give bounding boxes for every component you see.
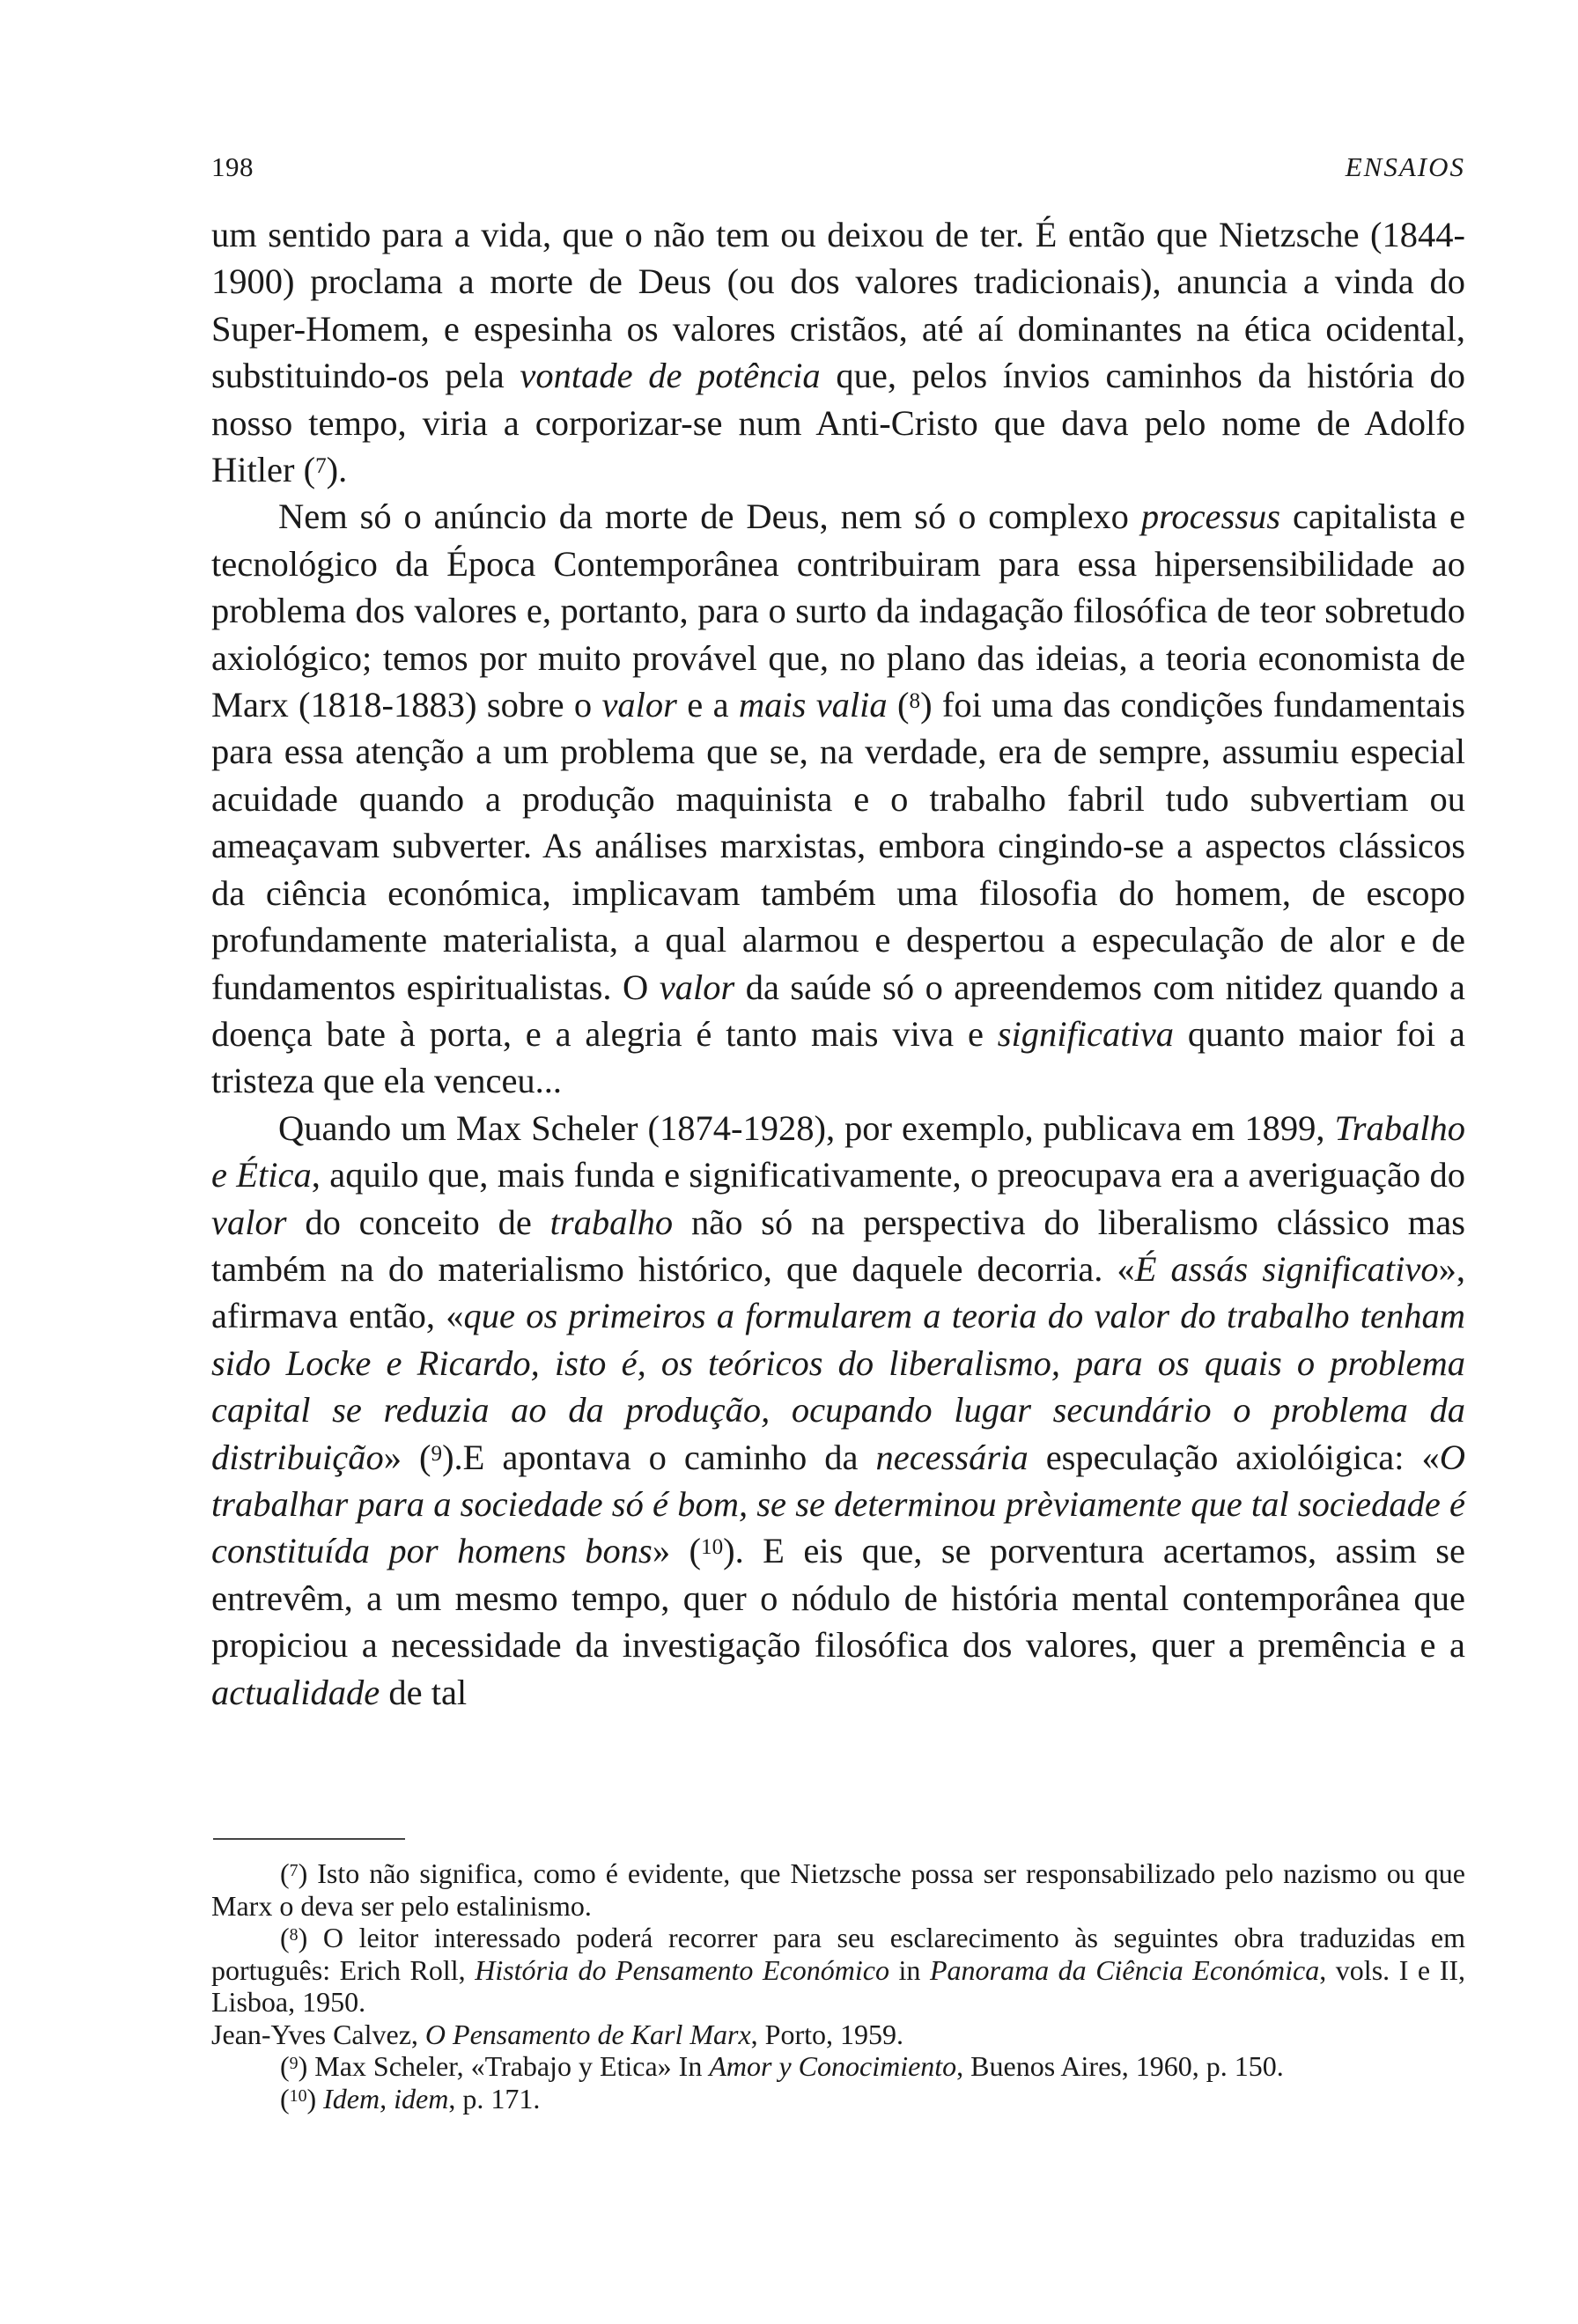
italic-text: valor [601,685,677,725]
italic-text: É assás significativo [1134,1248,1439,1289]
italic-text: Trabalho e Ética [211,1107,1465,1195]
footnote-ref: 10 [701,1535,724,1560]
footnote [211,2083,1465,2115]
footnote [211,2050,1465,2083]
italic-text: que os primeiros a formularem a teoria do valor do trabalho tenham sido Locke e Ricardo, isto é, os teóricos do liberalismo, para os quais o problema capital se reduzia ao da produção, ocupando lugar secundário o problema da distribuição [211,1296,1466,1477]
italic-text: necessária [875,1437,1029,1477]
page-number: 198 [211,151,254,182]
text-run: ). E eis que, se porventura acertamos, assim se entrevêm, a um mesmo tempo, quer o nódulo de história mental contemporânea que propiciou a necessidade da investigação filosófica dos valores, quer a premência e a [211,1531,1465,1666]
footnote-ref: 8 [289,1925,299,1945]
italic-text: Idem, idem [323,2082,449,2114]
text-run: , Buenos Aires, 1960, p. 150. [956,2050,1284,2082]
text-run: ). [326,450,348,490]
text-run: ) O leitor interessado poderá recorrer para seu esclarecimento às seguintes obra traduzidas em português: Erich Roll, [211,1922,1465,1986]
running-header [211,151,1465,183]
text-run: ) Isto não significa, como é evidente, que Nietzsche possa ser responsabilizado pelo nazismo ou que Marx o deva ser pelo estalinismo. [211,1857,1465,1922]
paragraph [211,211,1465,493]
text-run: in [889,1953,930,1986]
text-run: ( [280,1857,290,1889]
footnote [211,2019,1465,2051]
text-run: ( [887,685,910,725]
text-run: , vols. I e II, Lisboa, 1950. [211,1953,1465,2018]
text-run: especulação axiolóigica: « [1028,1437,1440,1477]
text-run: Quando um Max Scheler (1874-1928), por exemplo, publicava em 1899, [278,1107,1335,1148]
footnote-ref: 9 [431,1441,443,1466]
footnote [211,1857,1465,1922]
footnote-ref: 8 [909,689,921,714]
footnotes [211,1857,1465,2114]
italic-text: História do Pensamento Económico [475,1953,889,1986]
text-run: , aquilo que, mais funda e significativamente, o preocupava era a averiguação do [311,1155,1466,1195]
footnote [211,1922,1465,2019]
italic-text: Panorama da Ciência Económica [929,1953,1320,1986]
text-run: » ( [383,1437,431,1477]
text-run: ).E apontava o caminho da [442,1437,876,1477]
italic-text: trabalho [549,1202,674,1242]
text-run: , Porto, 1959. [750,2018,903,2050]
main-text [211,211,1465,1716]
text-run: que, pelos ínvios caminhos da história do nosso tempo, viria a corporizar-se num Anti-Cristo que dava pelo nome de Adolfo Hitler ( [211,356,1466,490]
text-run: Nem só o anúncio da morte de Deus, nem só o complexo [278,496,1141,537]
text-run: ( [280,2050,290,2082]
italic-text: actualidade [211,1672,380,1712]
footnote-ref: 7 [289,1861,299,1881]
text-run: », afirmava então, « [211,1248,1466,1336]
italic-text: valor [659,967,735,1007]
italic-text: valor [211,1202,287,1242]
text-run: » ( [652,1531,702,1571]
italic-text: Amor y Conocimiento [709,2050,957,2082]
footnote-separator [213,1838,405,1840]
text-run: de tal [380,1672,468,1712]
italic-text: processus [1140,496,1281,537]
italic-text: mais valia [738,685,888,725]
italic-text: O trabalhar para a sociedade só é bom, se se determinou prèviamente que tal sociedade é constituída por homens bons [211,1437,1465,1571]
running-title: ENSAIOS [1345,151,1465,182]
italic-text: O Pensamento de Karl Marx [424,2018,751,2050]
footnote-ref: 10 [289,2085,307,2106]
text-run: ( [280,2082,290,2114]
footnote-ref: 9 [289,2054,299,2074]
text-run: do conceito de [286,1202,550,1242]
italic-text: significativa [997,1013,1174,1054]
text-run: ( [280,1922,290,1953]
text-run: Jean-Yves Calvez, [211,2018,425,2050]
text-run: capitalista e tecnológico da Época Contemporânea contribuiram para essa hipersensibilidade ao problema dos valores e, portanto, para o surto da indagação filosófica de teor sobretudo axiológico; temos por muito provável que, no plano das ideias, a teoria economista de Marx (1818-1883) sobre o [211,496,1465,725]
italic-text: vontade de potência [520,356,821,396]
text-run: da saúde só o apreendemos com nitidez quando a doença bate à porta, e a alegria é tanto mais viva e [211,967,1465,1054]
paragraph [211,493,1465,1104]
text-run: não só na perspectiva do liberalismo clássico mas também na do materialismo histórico, que daquele decorria. « [211,1202,1465,1289]
footnote-ref: 7 [315,454,327,478]
paragraph [211,1105,1465,1716]
text-run: ) foi uma das condições fundamentais para essa atenção a um problema que se, na verdade, era de sempre, assumiu especial acuidade quando a produção maquinista e o trabalho fabril tudo subvertiam ou ameaçavam subverter. As análises marxistas, embora cingindo-se a aspectos clássicos da ciência económica, implicavam também uma filosofia do homem, de escopo profundamente materialista, a qual alarmou e despertou a especulação de alor e de fundamentos espiritualistas. O [211,685,1465,1007]
text-run: ) Max Scheler, «Trabajo y Etica» In [298,2050,710,2082]
text-run: ) [306,2082,324,2114]
text-run: , p. 171. [448,2082,541,2114]
text-run: quanto maior foi a tristeza que ela venceu... [211,1013,1465,1101]
text-run: um sentido para a vida, que o não tem ou deixou de ter. É então que Nietzsche (1844-1900) proclama a morte de Deus (ou dos valores tradicionais), anuncia a vinda do Super-Homem, e espesinha os valores cristãos, até aí dominantes na ética ocidental, substituindo-os pela [211,215,1465,396]
text-run: e a [676,685,739,725]
